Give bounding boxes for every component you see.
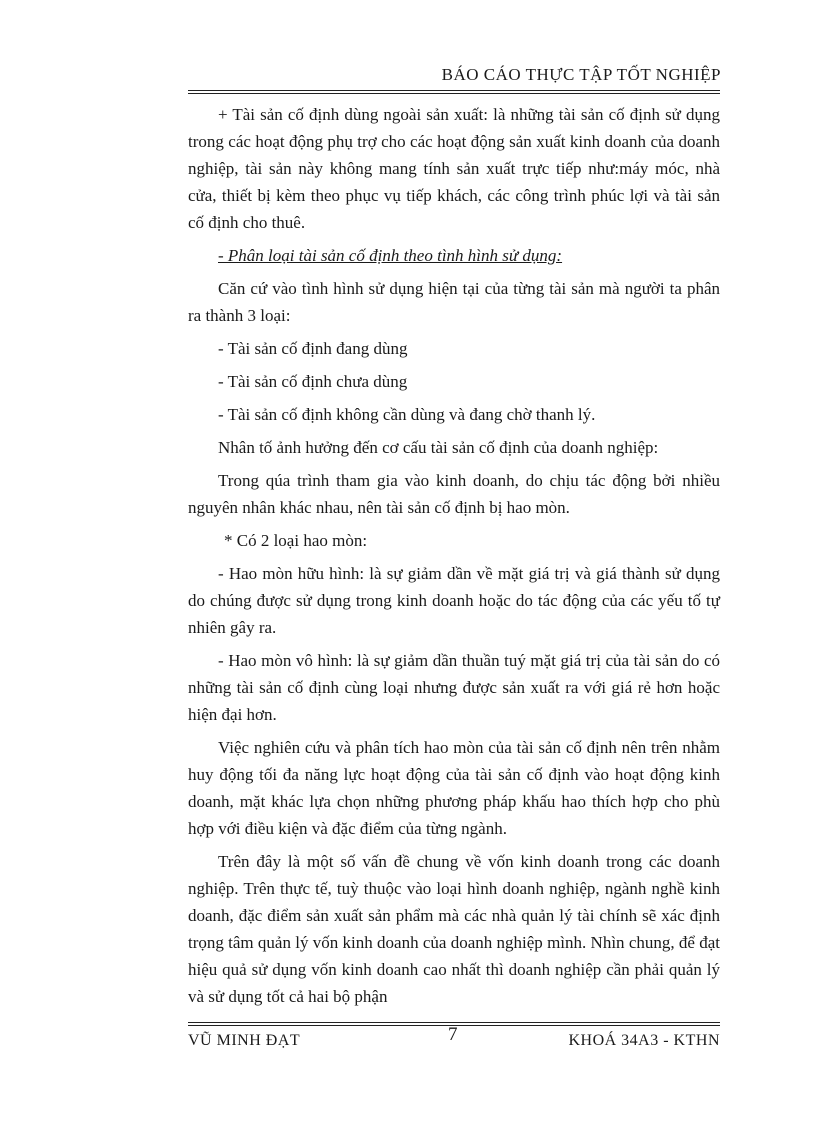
footer-divider: [188, 1022, 720, 1023]
paragraph-depreciation-cause: Trong qúa trình tham gia vào kinh doanh, do chịu tác động bởi nhiều nguyên nhân khác nhau, nên tài sản cố định bị hao mòn.: [188, 471, 720, 517]
list-item: - Tài sản cố định đang dùng: [218, 339, 408, 358]
paragraph-tangible-depreciation: - Hao mòn hữu hình: là sự giảm dần về mặt giá trị và giá thành sử dụng do chúng được sử dụng trong kinh doanh hoặc do tác động của các yếu tố tự nhiên gây ra.: [188, 564, 720, 637]
header-divider: [188, 90, 720, 91]
page-number: 7: [448, 1024, 458, 1045]
paragraph-factors: Nhân tố ảnh hưởng đến cơ cấu tài sản cố định của doanh nghiệp:: [218, 438, 659, 457]
paragraph-depreciation-types: * Có 2 loại hao mòn:: [224, 531, 368, 550]
header-title: BÁO CÁO THỰC TẬP TỐT NGHIỆP: [441, 65, 721, 84]
list-item: - Tài sản cố định không cần dùng và đang chờ thanh lý.: [218, 405, 596, 424]
footer-class: KHOÁ 34A3 - KTHN: [568, 1032, 720, 1049]
section-heading-classification: - Phân loại tài sản cố định theo tình hình sử dụng:: [218, 246, 563, 265]
header-divider-double: [188, 93, 720, 94]
footer-author: VŨ MINH ĐẠT: [188, 1032, 301, 1049]
paragraph-depreciation-analysis: Việc nghiên cứu và phân tích hao mòn của tài sản cố định nên trên nhằm huy động tối đa năng lực hoạt động của tài sản cố định vào hoạt động kinh doanh, mặt khác lựa chọn những phương pháp khấu hao thích hợp cho phù hợp với điều kiện và đặc điểm của từng ngành.: [188, 738, 720, 838]
paragraph-intangible-depreciation: - Hao mòn vô hình: là sự giảm dần thuần tuý mặt giá trị của tài sản do có những tài sản cố định cùng loại nhưng được sản xuất ra với giá rẻ hơn hoặc hiện đại hơn.: [188, 651, 720, 724]
paragraph-classification-intro: Căn cứ vào tình hình sử dụng hiện tại của từng tài sản mà người ta phân ra thành 3 loại:: [188, 279, 720, 325]
list-item: - Tài sản cố định chưa dùng: [218, 372, 408, 391]
paragraph-fixed-assets-outside-production: + Tài sản cố định dùng ngoài sản xuất: là những tài sản cố định sử dụng trong các hoạt động phụ trợ cho các hoạt động sản xuất kinh doanh của doanh nghiệp, tài sản này không mang tính sản xuất trực tiếp như:máy móc, nhà cửa, thiết bị kèm theo phục vụ tiếp khách, các công trình phúc lợi và tài sản cố định cho thuê.: [188, 105, 720, 232]
paragraph-summary: Trên đây là một số vấn đề chung về vốn kinh doanh trong các doanh nghiệp. Trên thực tế, tuỳ thuộc vào loại hình doanh nghiệp, ngành nghề kinh doanh, đặc điểm sản xuất sản phẩm mà các nhà quản lý tài chính sẽ xác định trọng tâm quản lý vốn kinh doanh của doanh nghiệp mình. Nhìn chung, để đạt hiệu quả sử dụng vốn kinh doanh cao nhất thì doanh nghiệp cần phải quản lý và sử dụng tốt cả hai bộ phận: [188, 852, 720, 1006]
document-body: [188, 101, 720, 1016]
